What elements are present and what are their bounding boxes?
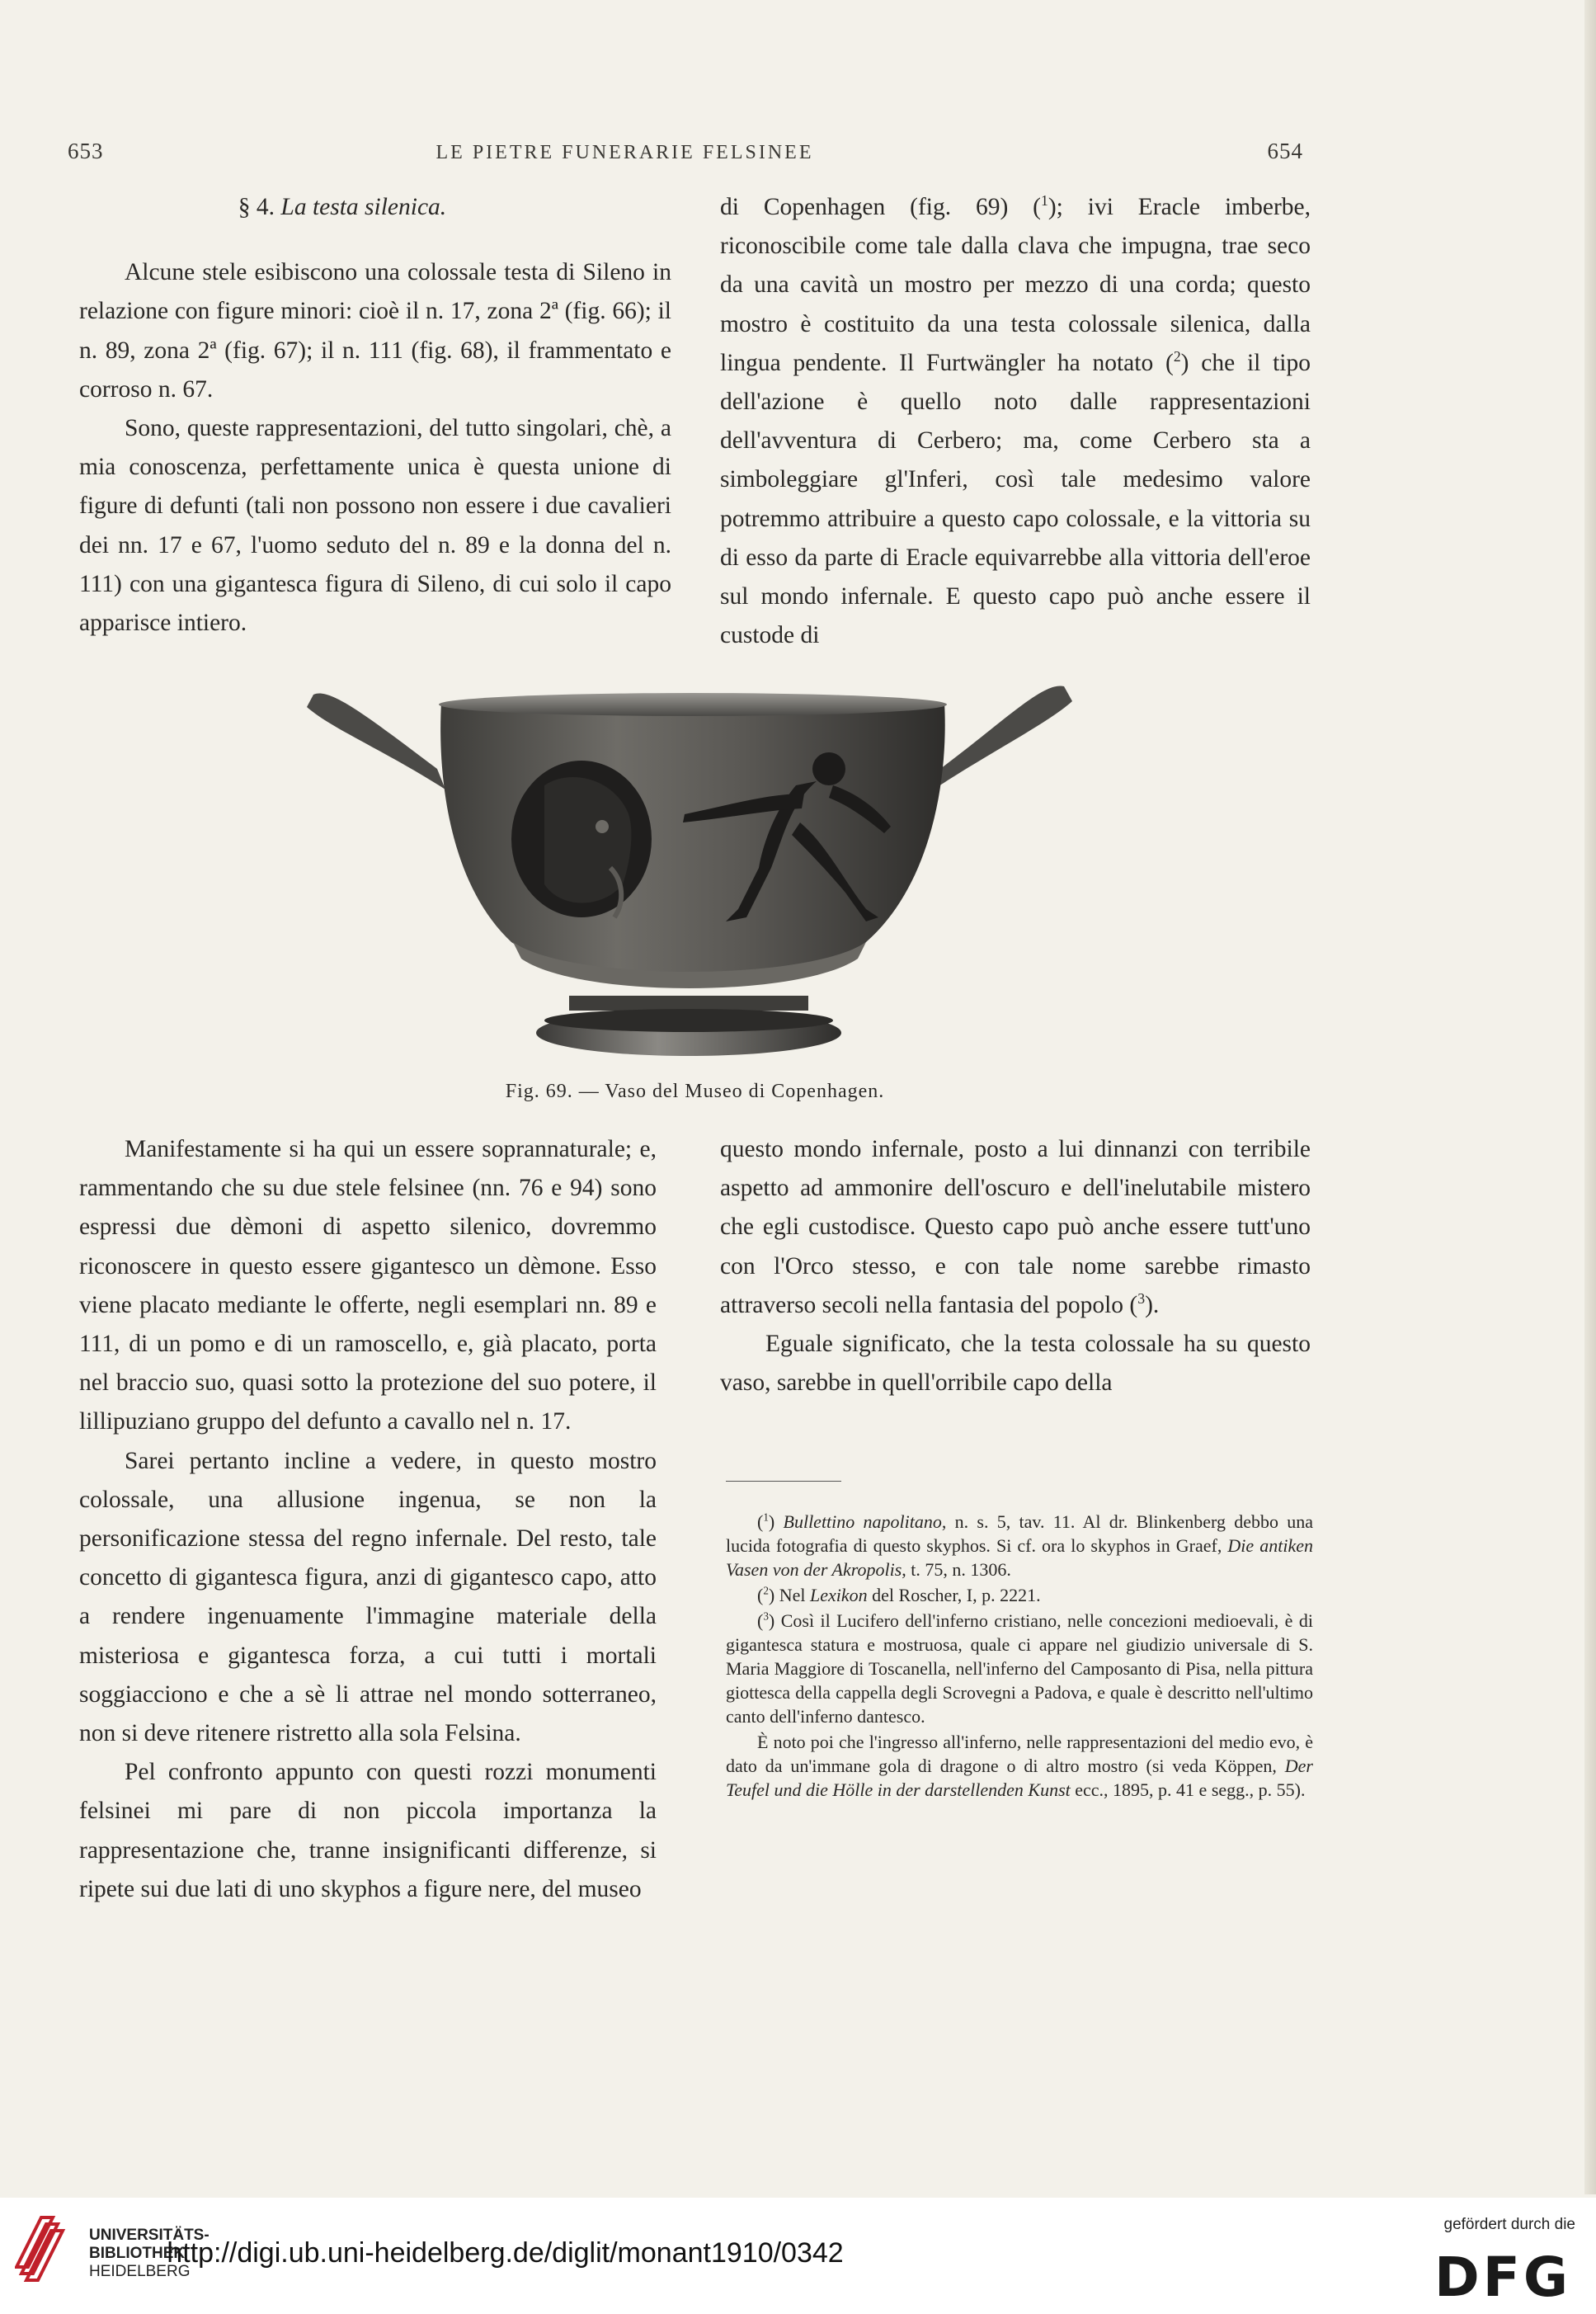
- silen-head-figure: [511, 761, 652, 917]
- footnote-3: ($^3$) Così il Lucifero dell'inferno cristiano, nelle concezioni medioevali, è di gigantesca statura e mostruosa, quale ci appare nel giudizio universale di S. Maria Maggiore di Toscanella, nell'inferno del Camposanto di Pisa, nella pittura giottesca della cappella degli Scrovegni a Padova, e quale è descritto nell'ultimo canto dell'inferno dantesco.: [726, 1609, 1313, 1727]
- paragraph: Eguale significato, che la testa colossale ha su questo vaso, sarebbe in quell'orribile capo della: [720, 1331, 1311, 1397]
- paragraph: Sono, queste rappresentazioni, del tutto singolari, chè, a mia conoscenza, perfettamente unica è questa unione di figure di defunti (tali non possono non essere i due cavalieri dei nn. 17 e 67, l'uomo seduto del n. 89 e la donna del n. 111) con una gigantesca figura di Sileno, di cui solo il capo apparisce intiero.: [79, 415, 671, 637]
- figure-caption: Fig. 69. — Vaso del Museo di Copenhagen.: [505, 1081, 885, 1102]
- footnote-1: ($^1$) Bullettino napolitano, n. s. 5, tav. 11. Al dr. Blinkenberg debbo una lucida fotografia di questo skyphos. Si cf. ora lo skyphos in Graef, Die antiken Vasen von der Akropolis, t. 75, n. 1306.: [726, 1510, 1313, 1580]
- permalink-url[interactable]: http://digi.ub.uni-heidelberg.de/diglit/monant1910/0342: [167, 2237, 844, 2269]
- dfg-logo: DFG: [1434, 2246, 1571, 2309]
- paragraph: di Copenhagen (fig. 69) ($^1$); ivi Eracle imberbe, riconoscibile come tale dalla clava che impugna, trae seco da una cavità un mostro per mezzo di una corda; questo mostro è costituito da una testa colossale silenica, dalla lingua pendente. Il Furtwängler ha notato ($^2$) che il tipo dell'azione è quello noto dalle rappresentazioni dell'avventura di Cerbero; ma, come Cerbero sta a simboleggiare gl'Inferi, così tale medesimo valore potremmo attribuire a questo capo colossale, e la vittoria su di esso da parte di Eracle equivarrebbe alla vittoria dell'eroe sul mondo infernale. E questo capo può anche essere il custode di: [720, 192, 1311, 649]
- bowl-rim: [439, 693, 947, 716]
- right-handle: [934, 686, 1072, 789]
- university-library-name: UNIVERSITÄTS- BIBLIOTHEK HEIDELBERG: [89, 2227, 210, 2280]
- paragraph: questo mondo infernale, posto a lui dinnanzi con terribile aspetto ad ammonire dell'oscuro e dell'inelutabile mistero che egli custodisce. Questo capo può anche essere tutt'uno con l'Orco stesso, e con tale nome sarebbe rimasto attraverso secoli nella fantasia del popolo ($^3$).: [720, 1136, 1311, 1318]
- page-number-left: 653: [68, 139, 104, 163]
- left-handle: [307, 693, 445, 789]
- running-title: LE PIETRE FUNERARIE FELSINEE: [435, 142, 814, 163]
- funding-note: gefördert durch die: [1443, 2216, 1575, 2233]
- footnote-ref[interactable]: 3: [1137, 1289, 1146, 1307]
- paragraph: Alcune stele esibiscono una colossale testa di Sileno in relazione con figure minori: cioè il n. 17, zona 2ª (fig. 66); il n. 89, zona 2ª (fig. 67); il n. 111 (fig. 68), il frammentato e corroso n. 67.: [79, 259, 671, 403]
- footnotes: [726, 1510, 1313, 1803]
- footnote-ref[interactable]: 2: [1173, 347, 1181, 365]
- right-column-bottom: [720, 1130, 1311, 1402]
- footnote-divider: [726, 1481, 841, 1482]
- digitization-footer: [0, 2198, 1596, 2314]
- skyphos-image: [297, 670, 1080, 1058]
- paragraph: Manifestamente si ha qui un essere soprannaturale; e, rammentando che su due stele felsinee (nn. 76 e 94) sono espressi due dèmoni di aspetto silenico, dovremmo riconoscere in questo essere gigantesco un dèmone. Esso viene placato mediante le offerte, negli esemplari nn. 89 e 111, di un pomo e di un ramoscello, e, già placato, porta nel braccio suo, quasi sotto la protezione del suo potere, il lillipuziano gruppo del defunto a cavallo nel n. 17.: [79, 1136, 657, 1435]
- page-number-right: 654: [1267, 139, 1303, 163]
- footnote-2: ($^2$) Nel Lexikon del Roscher, I, p. 2221.: [757, 1584, 1041, 1605]
- left-column-top: [79, 188, 671, 643]
- footnote-3-continued: È noto poi che l'ingresso all'inferno, nelle rappresentazioni del medio evo, è dato da un'immane gola di dragone o di altro mostro (si veda Köppen, Der Teufel und die Hölle in der darstellenden Kunst ecc., 1895, p. 41 e segg., p. 55).: [726, 1732, 1313, 1800]
- footnote-ref[interactable]: 1: [1041, 192, 1048, 210]
- right-column-top: [720, 188, 1311, 655]
- section-heading: § 4. La testa silenica.: [238, 194, 447, 220]
- paragraph: Sarei pertanto incline a vedere, in questo mostro colossale, una allusione ingenua, se non la personificazione stessa del regno infernale. Del resto, tale concetto di gigantesca figura, anzi di gigantesco capo, atto a rendere ingenuamente l'immagine materiale della misteriosa e gigantesca forza, a cui tutti i mortali soggiacciono e che a sè li attrae nel mondo sotterraneo, non si deve ritenere ristretto alla sola Felsina.: [79, 1447, 657, 1747]
- paragraph: Pel confronto appunto con questi rozzi monumenti felsinei mi pare di non piccola importanza la rappresentazione che, tranne insignificanti differenze, si ripete sui due lati di uno skyphos a figure nere, del museo: [79, 1759, 657, 1902]
- left-column-bottom: [79, 1130, 657, 1909]
- skyphos-photograph: [297, 670, 1080, 1058]
